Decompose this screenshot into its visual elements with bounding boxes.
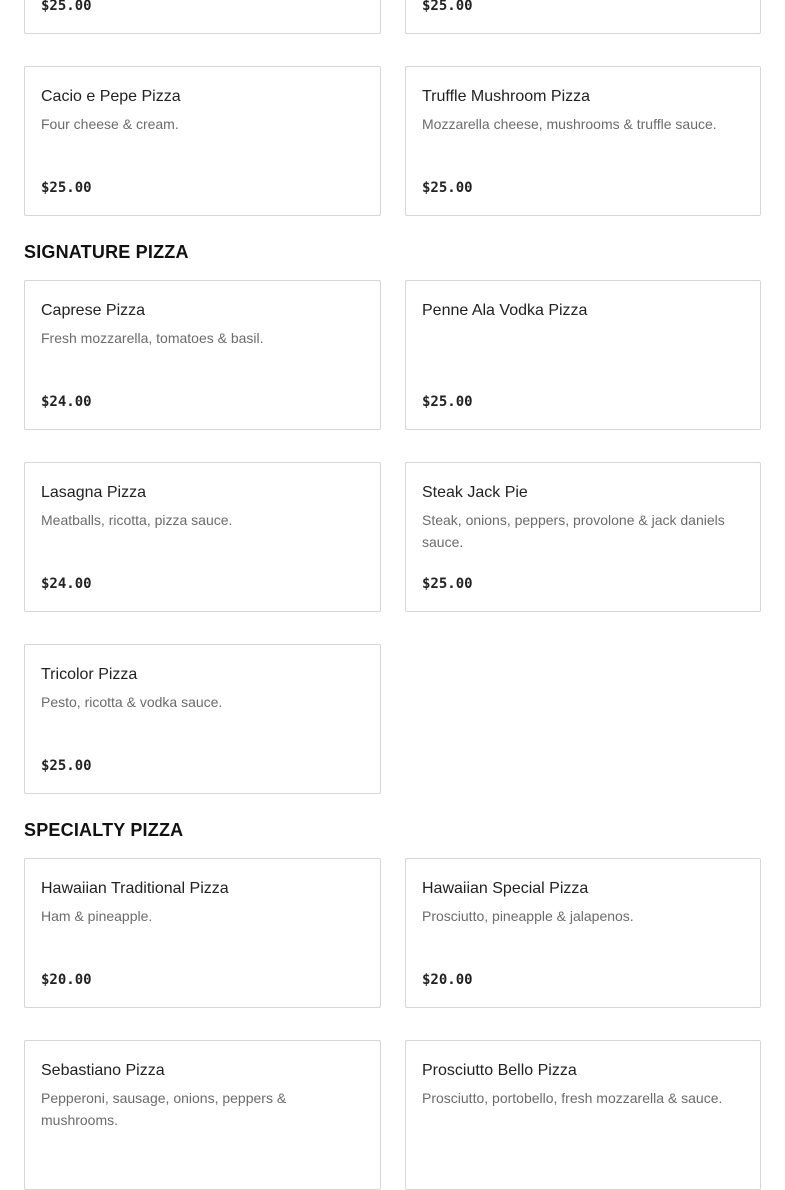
item-name: Prosciutto Bello Pizza	[422, 1062, 577, 1079]
item-description: Prosciutto, portobello, fresh mozzarella & sauce.	[422, 1090, 723, 1106]
menu-item-card[interactable]	[405, 66, 761, 216]
menu-item-card[interactable]	[405, 280, 761, 430]
item-price: $25.00	[422, 0, 473, 14]
item-price: $20.00	[41, 972, 92, 988]
item-description: Steak, onions, peppers, provolone & jack daniels sauce.	[422, 512, 725, 550]
menu-item-card[interactable]	[24, 1040, 381, 1190]
item-name: Sebastiano Pizza	[41, 1062, 165, 1079]
item-price: $24.00	[41, 576, 92, 592]
item-price: $25.00	[41, 758, 92, 774]
item-price: $25.00	[41, 180, 92, 196]
item-description: Prosciutto, pineapple & jalapenos.	[422, 908, 634, 924]
menu-item-card[interactable]	[24, 280, 381, 430]
item-name: Hawaiian Traditional Pizza	[41, 880, 229, 897]
section-title-signature-pizza: SIGNATURE PIZZA	[24, 242, 189, 262]
item-price: $25.00	[422, 180, 473, 196]
item-name: Hawaiian Special Pizza	[422, 880, 589, 897]
menu-item-card[interactable]	[24, 0, 381, 34]
item-price: $25.00	[41, 0, 92, 14]
menu-item-card[interactable]	[405, 1040, 761, 1190]
item-name: Cacio e Pepe Pizza	[41, 88, 181, 105]
item-name: Lasagna Pizza	[41, 484, 146, 501]
item-description: Four cheese & cream.	[41, 116, 179, 132]
item-description: Pesto, ricotta & vodka sauce.	[41, 694, 223, 710]
item-name: Caprese Pizza	[41, 302, 146, 319]
item-name: Penne Ala Vodka Pizza	[422, 302, 588, 319]
menu-item-card[interactable]	[24, 644, 381, 794]
item-name: Steak Jack Pie	[422, 484, 528, 501]
item-description: Pepperoni, sausage, onions, peppers & mushrooms.	[41, 1090, 287, 1128]
menu-item-card[interactable]	[24, 462, 381, 612]
item-name: Truffle Mushroom Pizza	[422, 88, 591, 105]
item-description: Mozzarella cheese, mushrooms & truffle sauce.	[422, 116, 717, 132]
item-price: $25.00	[422, 576, 473, 592]
item-description: Fresh mozzarella, tomatoes & basil.	[41, 330, 264, 346]
menu-item-card[interactable]	[405, 462, 761, 612]
item-description: Meatballs, ricotta, pizza sauce.	[41, 512, 233, 528]
menu-item-card[interactable]	[24, 66, 381, 216]
item-name: Tricolor Pizza	[41, 666, 138, 683]
menu-item-card[interactable]	[405, 0, 761, 34]
item-price: $20.00	[422, 972, 473, 988]
item-price: $25.00	[422, 394, 473, 410]
section-title-specialty-pizza: SPECIALTY PIZZA	[24, 820, 184, 840]
menu-item-card[interactable]	[24, 858, 381, 1008]
item-price: $24.00	[41, 394, 92, 410]
menu-item-card[interactable]	[405, 858, 761, 1008]
item-description: Ham & pineapple.	[41, 908, 153, 924]
